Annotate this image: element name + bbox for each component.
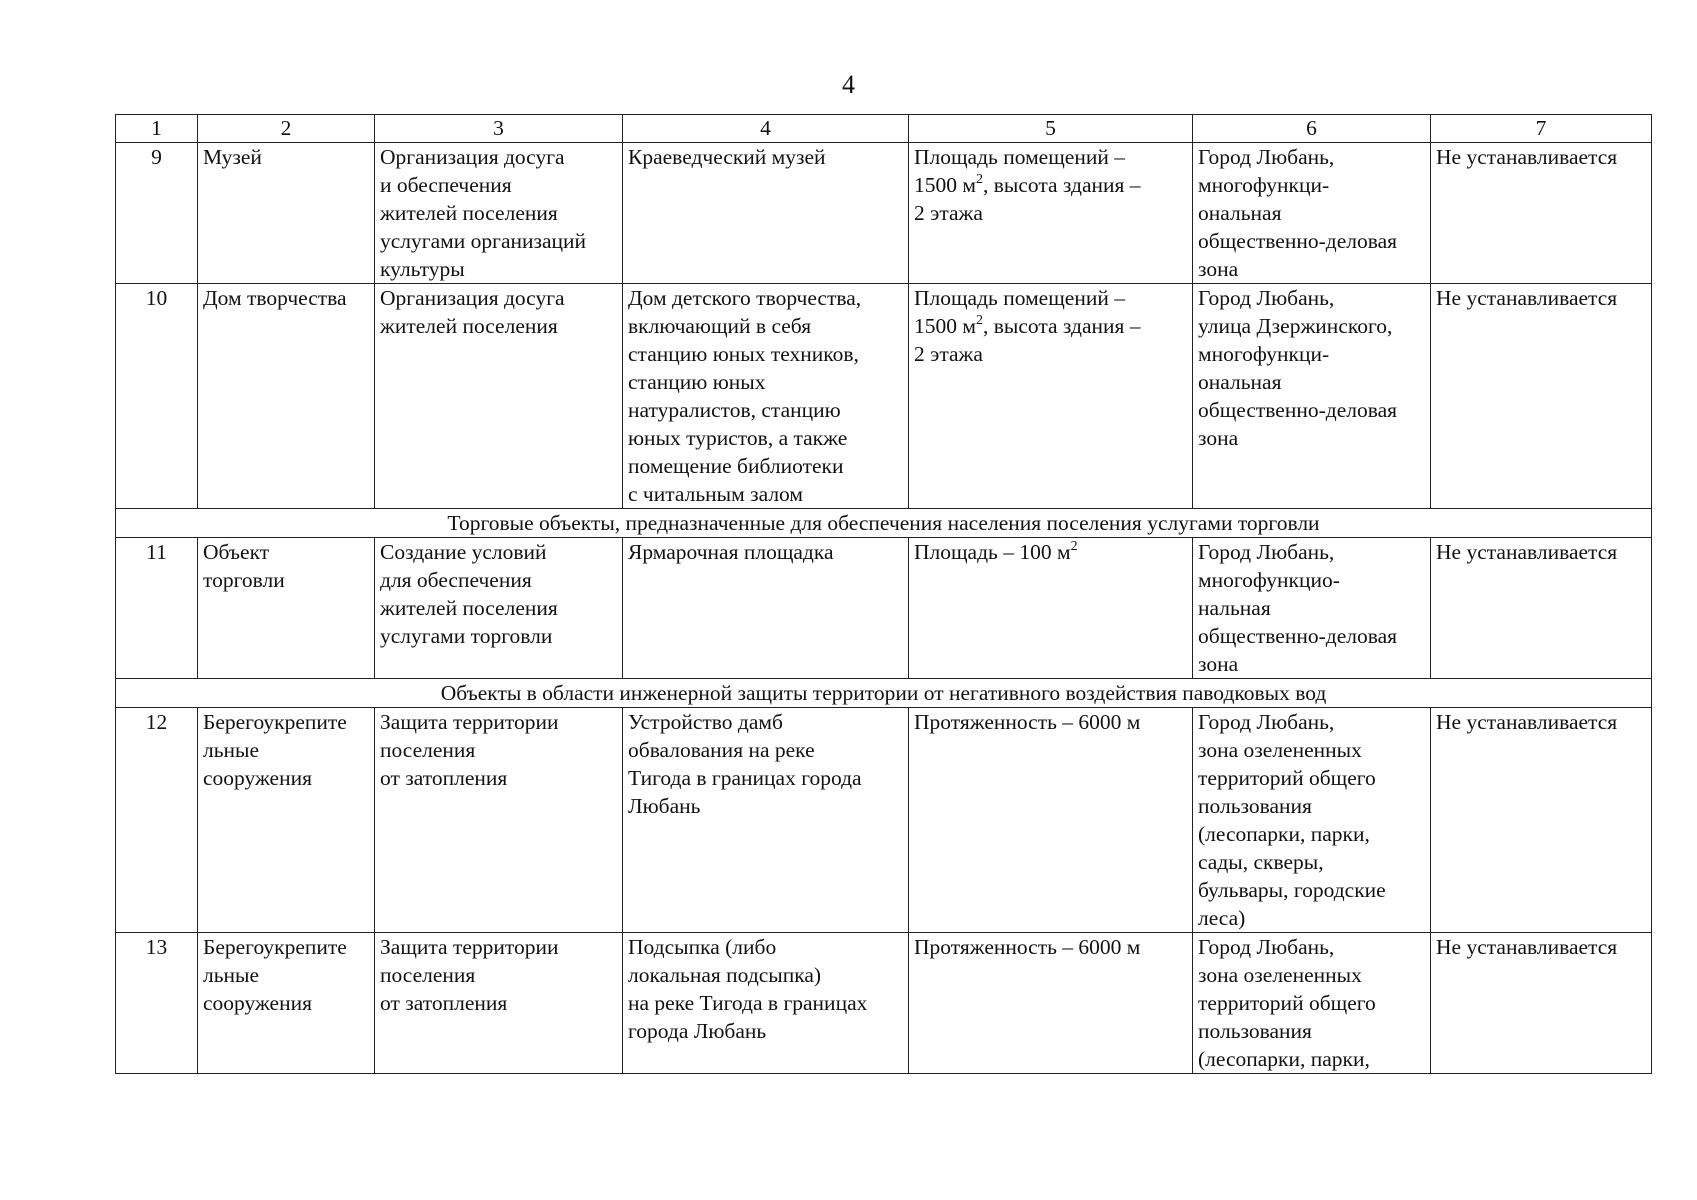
row-number: 12 <box>116 708 198 933</box>
purpose-cell <box>375 143 623 284</box>
cell-line <box>914 312 1187 340</box>
row-number: 10 <box>116 284 198 509</box>
cell-line: Тигода в границах города <box>628 766 862 790</box>
row-number: 13 <box>116 933 198 1074</box>
section-title: Торговые объекты, предназначенные для обеспечения населения поселения услугами торговли <box>116 509 1652 538</box>
page-number: 4 <box>842 70 855 99</box>
cell-line: сооружения <box>203 991 312 1015</box>
cell-line: Не устанавливается <box>1436 935 1618 959</box>
description-cell <box>623 143 909 284</box>
zone-cell <box>1431 284 1652 509</box>
cell-line: Не устанавливается <box>1436 286 1618 310</box>
cell-line <box>914 538 1187 566</box>
characteristics-cell <box>909 708 1193 933</box>
object-name-cell <box>198 933 375 1074</box>
description-cell <box>623 284 909 509</box>
text-fragment: Площадь – 100 м <box>914 540 1071 564</box>
cell-line: многофункцио- <box>1198 568 1340 592</box>
cell-line: (лесопарки, парки, <box>1198 822 1370 846</box>
cell-line: сады, скверы, <box>1198 850 1324 874</box>
cell-line: Музей <box>203 145 262 169</box>
zone-cell <box>1431 143 1652 284</box>
cell-line: обвалования на реке <box>628 738 815 762</box>
cell-line: ональная <box>1198 201 1282 225</box>
text-fragment: 2 этажа <box>914 342 983 366</box>
cell-line: улица Дзержинского, <box>1198 314 1393 338</box>
cell-line: и обеспечения <box>380 173 512 197</box>
superscript: 2 <box>975 171 983 187</box>
cell-line: от затопления <box>380 991 508 1015</box>
cell-line: услугами организаций <box>380 229 587 253</box>
cell-line: пользования <box>1198 1019 1312 1043</box>
cell-line: юных туристов, а также <box>628 426 848 450</box>
text-fragment: Площадь помещений – <box>914 286 1125 310</box>
cell-line: города Любань <box>628 1019 767 1043</box>
text-fragment: Протяженность – 6000 м <box>914 935 1141 959</box>
purpose-cell <box>375 708 623 933</box>
object-name-cell <box>198 538 375 679</box>
table-row <box>116 143 1652 284</box>
cell-line: Устройство дамб <box>628 710 783 734</box>
cell-line <box>914 708 1187 736</box>
cell-line: натуралистов, станцию <box>628 398 841 422</box>
section-header-row <box>116 679 1652 708</box>
cell-line: Дом детского творчества, <box>628 286 862 310</box>
row-number: 9 <box>116 143 198 284</box>
cell-line: жителей поселения <box>380 596 558 620</box>
cell-line: многофункци- <box>1198 342 1330 366</box>
cell-line: территорий общего <box>1198 766 1376 790</box>
cell-line: культуры <box>380 257 465 281</box>
location-cell <box>1193 538 1431 679</box>
cell-line: услугами торговли <box>380 624 553 648</box>
column-number-row <box>116 115 1652 143</box>
cell-line: от затопления <box>380 766 508 790</box>
cell-line: Ярмарочная площадка <box>628 540 834 564</box>
column-header: 5 <box>909 115 1193 143</box>
cell-line: нальная <box>1198 596 1271 620</box>
zone-cell <box>1431 933 1652 1074</box>
column-header: 7 <box>1431 115 1652 143</box>
cell-line: Город Любань, <box>1198 710 1335 734</box>
row-number: 11 <box>116 538 198 679</box>
cell-line: Защита территории <box>380 710 559 734</box>
cell-line: общественно-деловая <box>1198 229 1398 253</box>
superscript: 2 <box>1070 538 1078 554</box>
cell-line: льные <box>203 963 260 987</box>
object-name-cell <box>198 284 375 509</box>
cell-line: Краеведческий музей <box>628 145 826 169</box>
cell-line: ональная <box>1198 370 1282 394</box>
column-header: 1 <box>116 115 198 143</box>
cell-line: локальная подсыпка) <box>628 963 822 987</box>
cell-line: станцию юных <box>628 370 766 394</box>
description-cell <box>623 708 909 933</box>
cell-line: Город Любань, <box>1198 145 1335 169</box>
cell-line: зона <box>1198 652 1239 676</box>
cell-line: Город Любань, <box>1198 540 1335 564</box>
location-cell <box>1193 933 1431 1074</box>
cell-line: Дом творчества <box>203 286 347 310</box>
cell-line: помещение библиотеки <box>628 454 844 478</box>
cell-line <box>914 171 1187 199</box>
cell-line: включающий в себя <box>628 314 812 338</box>
characteristics-cell <box>909 538 1193 679</box>
description-cell <box>623 538 909 679</box>
cell-line: Город Любань, <box>1198 935 1335 959</box>
cell-line: территорий общего <box>1198 991 1376 1015</box>
zone-cell <box>1431 538 1652 679</box>
cell-line: Организация досуга <box>380 286 565 310</box>
cell-line: леса) <box>1198 906 1246 930</box>
location-cell <box>1193 708 1431 933</box>
cell-line: станцию юных техников, <box>628 342 859 366</box>
purpose-cell <box>375 284 623 509</box>
cell-line: Защита территории <box>380 935 559 959</box>
purpose-cell <box>375 538 623 679</box>
cell-line: Создание условий <box>380 540 547 564</box>
cell-line: (лесопарки, парки, <box>1198 1047 1370 1071</box>
table-row <box>116 933 1652 1074</box>
characteristics-cell <box>909 933 1193 1074</box>
object-name-cell <box>198 143 375 284</box>
cell-line: Не устанавливается <box>1436 145 1618 169</box>
characteristics-cell <box>909 143 1193 284</box>
column-header: 2 <box>198 115 375 143</box>
cell-line: льные <box>203 738 260 762</box>
zone-cell <box>1431 708 1652 933</box>
column-header: 4 <box>623 115 909 143</box>
cell-line: зона озелененных <box>1198 963 1362 987</box>
text-fragment: Протяженность – 6000 м <box>914 710 1141 734</box>
section-header-row <box>116 509 1652 538</box>
planned-objects-table <box>115 114 1652 1074</box>
cell-line <box>914 199 1187 227</box>
cell-line: для обеспечения <box>380 568 532 592</box>
cell-line: жителей поселения <box>380 314 558 338</box>
cell-line: Не устанавливается <box>1436 540 1618 564</box>
cell-line: на реке Тигода в границах <box>628 991 868 1015</box>
cell-line: Берегоукрепите <box>203 710 347 734</box>
cell-line: зона <box>1198 257 1239 281</box>
text-fragment: Площадь помещений – <box>914 145 1125 169</box>
location-cell <box>1193 143 1431 284</box>
cell-line: поселения <box>380 963 476 987</box>
cell-line: Не устанавливается <box>1436 710 1618 734</box>
cell-line: поселения <box>380 738 476 762</box>
location-cell <box>1193 284 1431 509</box>
purpose-cell <box>375 933 623 1074</box>
object-name-cell <box>198 708 375 933</box>
cell-line: общественно-деловая <box>1198 398 1398 422</box>
text-fragment: 2 этажа <box>914 201 983 225</box>
cell-line: торговли <box>203 568 285 592</box>
cell-line: Берегоукрепите <box>203 935 347 959</box>
text-fragment: 1500 м <box>914 173 976 197</box>
cell-line: зона озелененных <box>1198 738 1362 762</box>
cell-line: Объект <box>203 540 270 564</box>
column-header: 3 <box>375 115 623 143</box>
cell-line: Любань <box>628 794 701 818</box>
cell-line: зона <box>1198 426 1239 450</box>
cell-line: общественно-деловая <box>1198 624 1398 648</box>
cell-line <box>914 143 1187 171</box>
cell-line: многофункци- <box>1198 173 1330 197</box>
characteristics-cell <box>909 284 1193 509</box>
cell-line: с читальным залом <box>628 482 803 506</box>
section-title: Объекты в области инженерной защиты территории от негативного воздействия паводковых вод <box>116 679 1652 708</box>
table-row <box>116 538 1652 679</box>
cell-line: пользования <box>1198 794 1312 818</box>
description-cell <box>623 933 909 1074</box>
cell-line: жителей поселения <box>380 201 558 225</box>
cell-line: Город Любань, <box>1198 286 1335 310</box>
cell-line: сооружения <box>203 766 312 790</box>
superscript: 2 <box>975 312 983 328</box>
cell-line <box>914 340 1187 368</box>
cell-line: бульвары, городские <box>1198 878 1386 902</box>
text-fragment: , высота здания – <box>982 173 1141 197</box>
text-fragment: 1500 м <box>914 314 976 338</box>
table-row <box>116 708 1652 933</box>
column-header: 6 <box>1193 115 1431 143</box>
cell-line <box>914 933 1187 961</box>
cell-line: Подсыпка (либо <box>628 935 777 959</box>
cell-line <box>914 284 1187 312</box>
table-row <box>116 284 1652 509</box>
text-fragment: , высота здания – <box>982 314 1141 338</box>
cell-line: Организация досуга <box>380 145 565 169</box>
